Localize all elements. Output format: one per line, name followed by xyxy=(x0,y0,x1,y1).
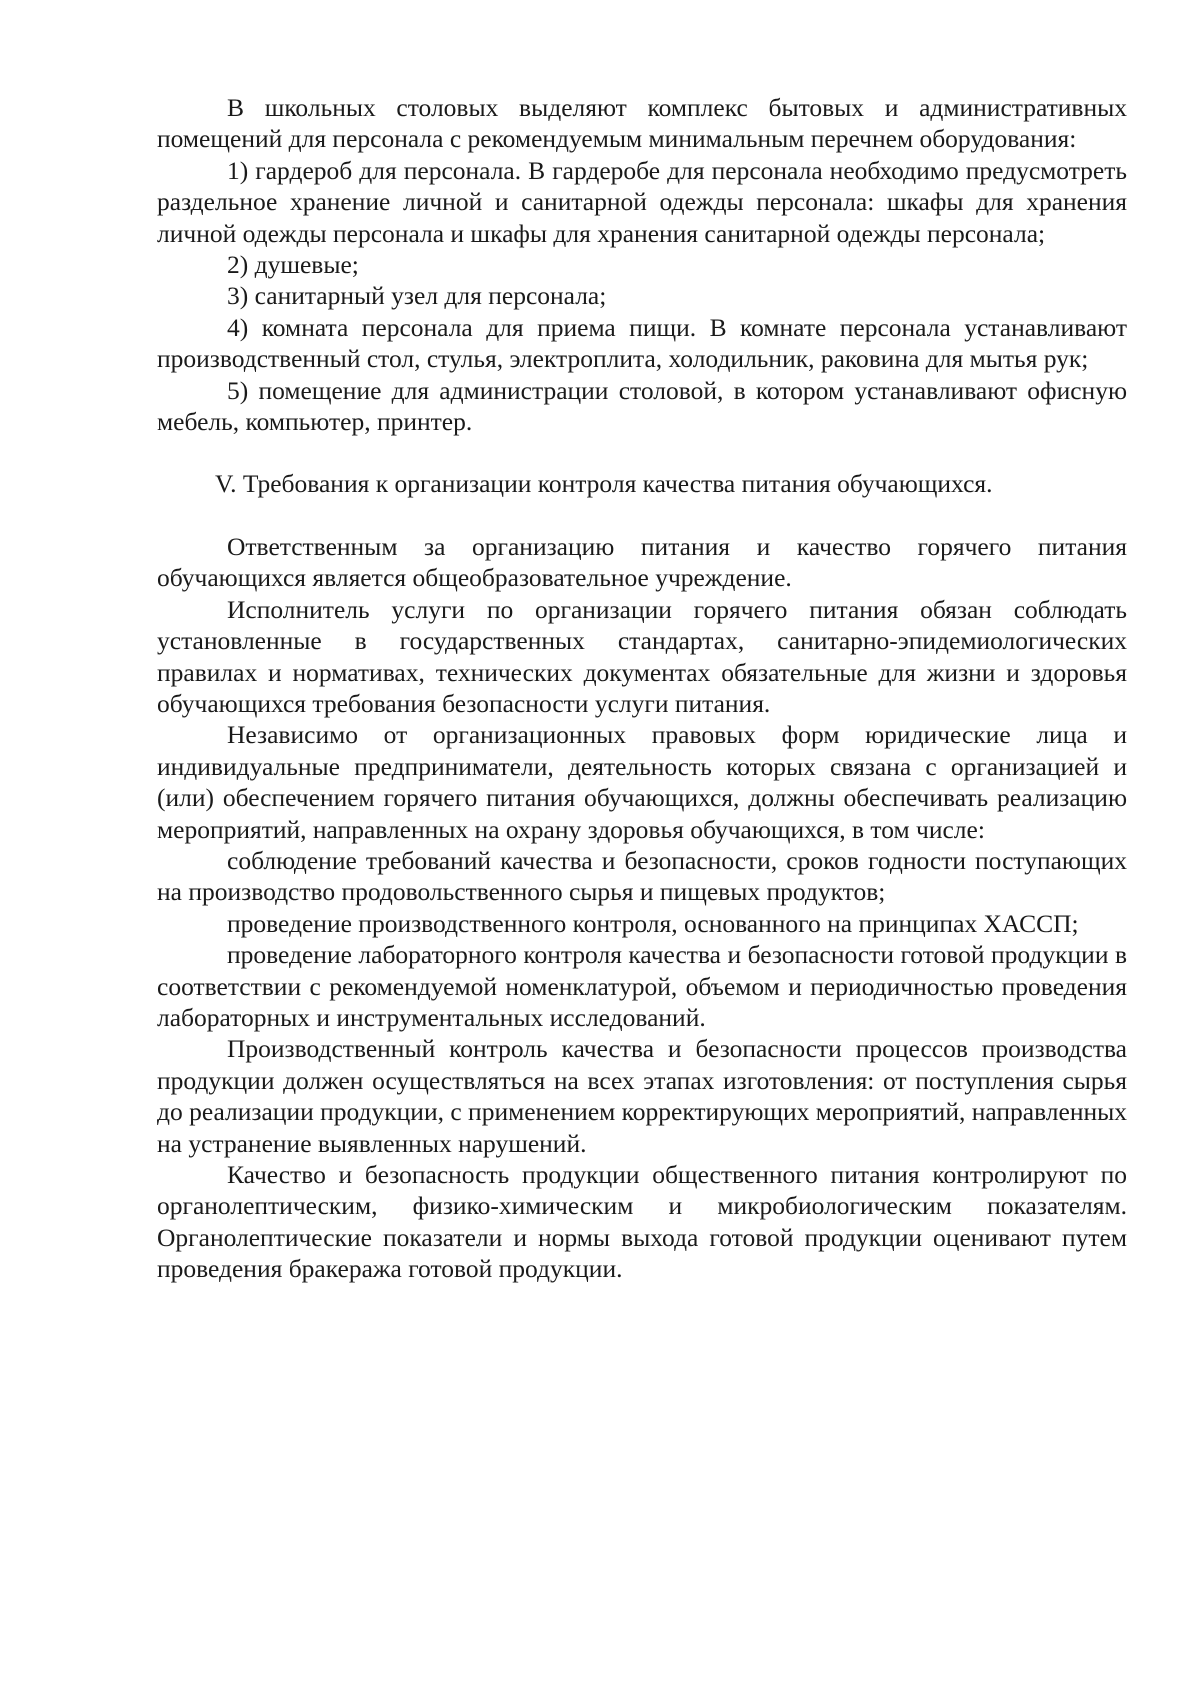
paragraph-lab-control: проведение лабораторного контроля качества и безопасности готовой продукции в соответствии с рекомендуемой номенклатурой, объемом и периодичностью проведения лабораторных и инструментальных исследований. xyxy=(157,940,1127,1032)
paragraph-legal-entities: Независимо от организационных правовых форм юридические лица и индивидуальные предприниматели, деятельность которых связана с организацией и (или) обеспечением горячего питания обучающихся, должны обеспечивать реализацию мероприятий, направленных на охрану здоровья обучающихся, в том числе: xyxy=(157,720,1127,844)
document-body xyxy=(157,92,1127,1285)
paragraph-responsible: Ответственным за организацию питания и качество горячего питания обучающихся является общеобразовательное учреждение. xyxy=(157,531,1127,593)
intro-paragraph: В школьных столовых выделяют комплекс бытовых и административных помещений для персонала с рекомендуемым минимальным перечнем оборудования: xyxy=(157,93,1127,154)
list-item-showers: 2) душевые; xyxy=(227,250,359,280)
paragraph-contractor: Исполнитель услуги по организации горячего питания обязан соблюдать установленные в государственных стандартах, санитарно-эпидемиологических правилах и нормативах, технических документах обязательные для жизни и здоровья обучающихся требования безопасности услуги питания. xyxy=(157,594,1127,718)
list-item-sanitary: 3) санитарный узел для персонала; xyxy=(227,281,607,311)
paragraph-haccp: проведение производственного контроля, основанного на принципах ХАССП; xyxy=(227,908,1079,938)
list-item-staff-room: 4) комната персонала для приема пищи. В комнате персонала устанавливают производственный стол, стулья, электроплита, холодильник, раковина для мытья рук; xyxy=(157,312,1127,374)
list-item-wardrobe: 1) гардероб для персонала. В гардеробе для персонала необходимо предусмотреть раздельное хранение личной и санитарной одежды персонала: шкафы для хранения личной одежды персонала и шкафы для хранения санитарной одежды персонала; xyxy=(157,155,1127,248)
paragraph-quality: Качество и безопасность продукции общественного питания контролируют по органолептическим, физико-химическим и микробиологическим показателям. Органолептические показатели и нормы выхода готовой продукции оценивают путем проведения бракеража готовой продукции. xyxy=(157,1160,1127,1284)
paragraph-compliance: соблюдение требований качества и безопасности, сроков годности поступающих на производство продовольственного сырья и пищевых продуктов; xyxy=(157,845,1127,907)
paragraph-production-control: Производственный контроль качества и безопасности процессов производства продукции должен осуществляться на всех этапах изготовления: от поступления сырья до реализации продукции, с применением корректирующих мероприятий, направленных на устранение выявленных нарушений. xyxy=(157,1034,1127,1158)
section-heading: V. Требования к организации контроля качества питания обучающихся. xyxy=(215,469,993,499)
list-item-admin-room: 5) помещение для администрации столовой, в котором устанавливают офисную мебель, компьютер, принтер. xyxy=(157,375,1127,437)
